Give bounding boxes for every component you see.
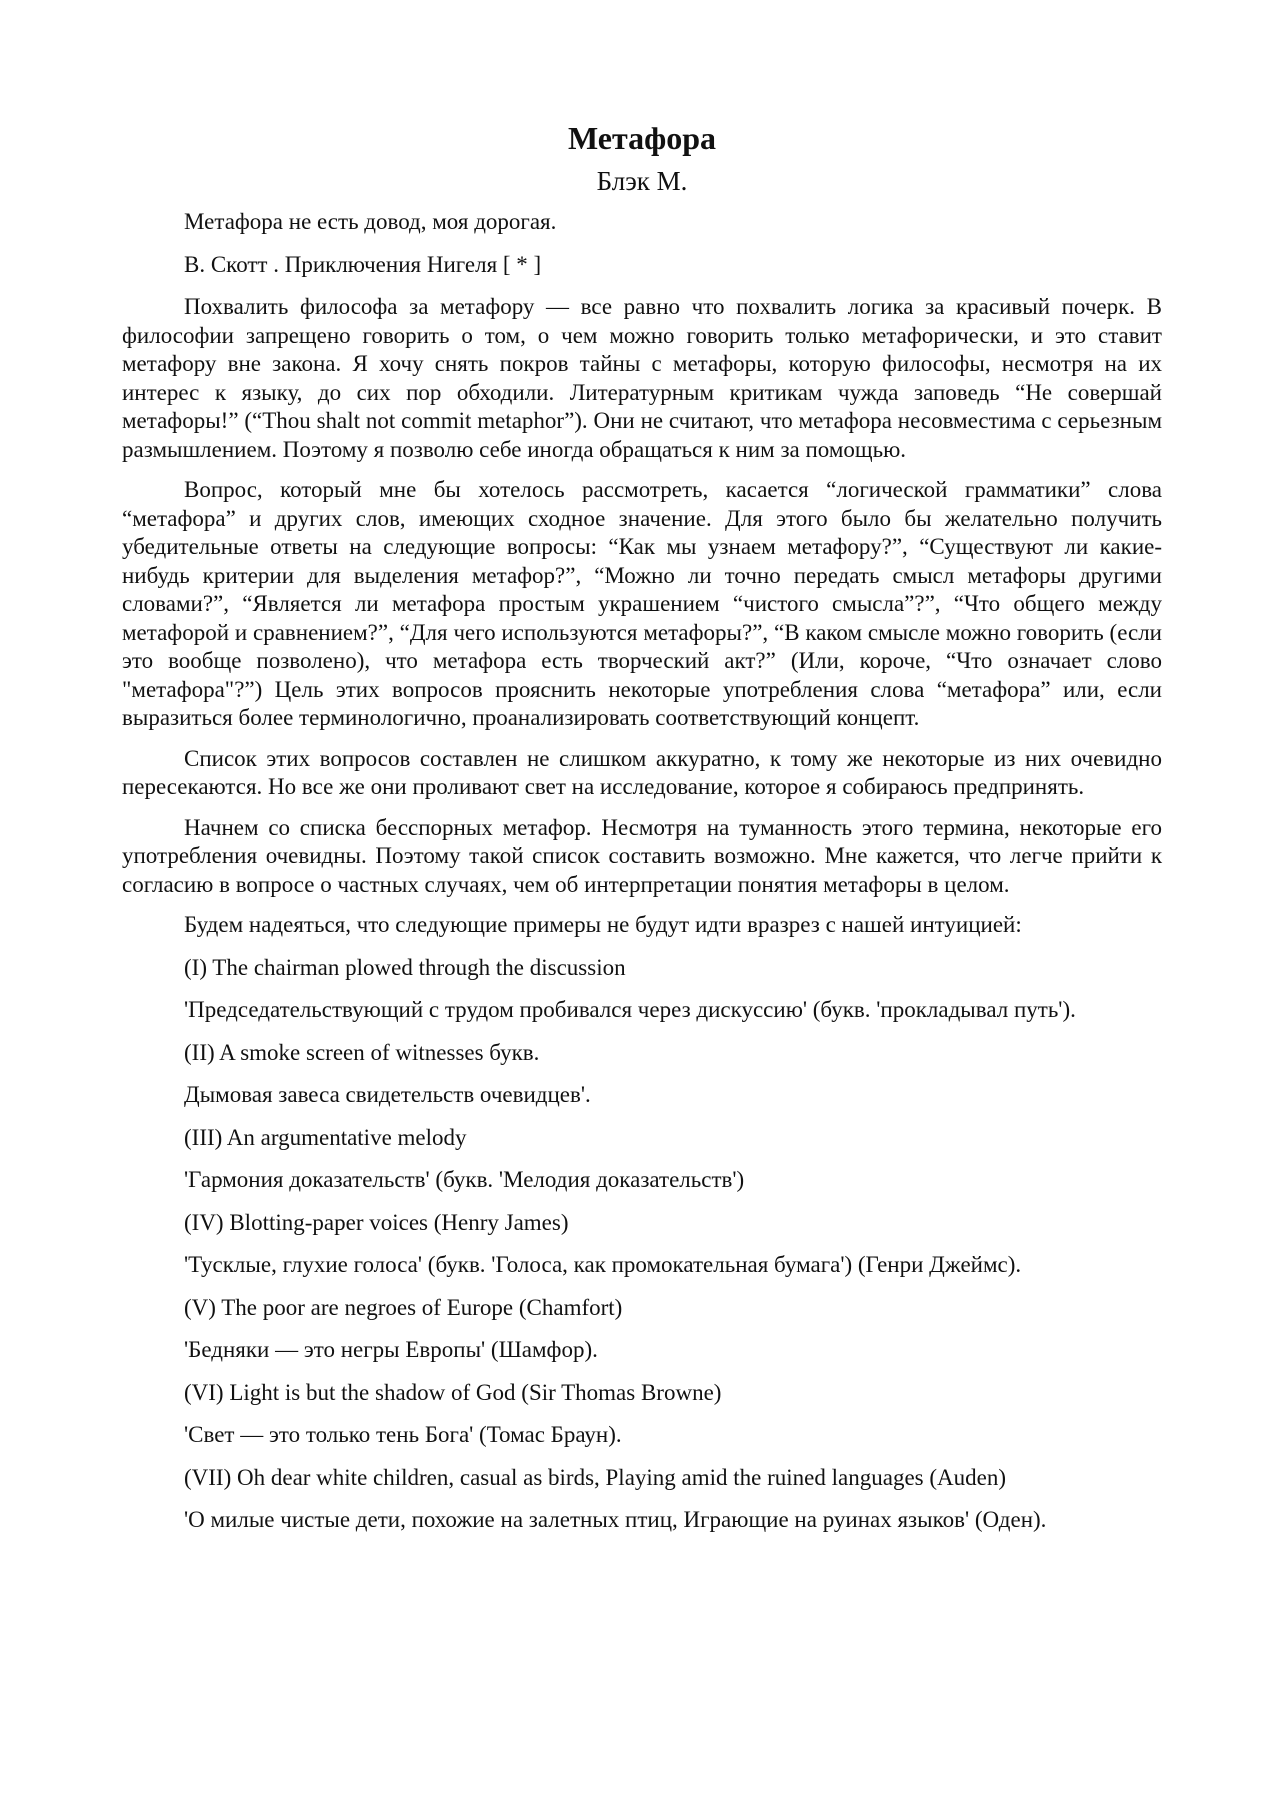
paragraph-4: Начнем со списка бесспорных метафор. Несмотря на туманность этого термина, некоторые его употребления очевидны. Поэтому такой список составить возможно. Мне кажется, что легче прийти к согласию в вопросе о частных случаях, чем об интерпретации понятия метафоры в целом.	[122, 814, 1162, 897]
document-author: Блэк М.	[596, 166, 688, 196]
example-line: 'Тусклые, глухие голоса' (букв. 'Голоса, как промокательная бумага') (Генри Джеймс).	[184, 1252, 1022, 1277]
example-line: (III) An argumentative melody	[184, 1124, 467, 1150]
example-line: (I) The chairman plowed through the discussion	[184, 954, 626, 980]
document-title: Метафора	[567, 120, 717, 156]
example-line: (V) The poor are negroes of Europe (Chamfort)	[184, 1294, 623, 1320]
example-line: (IV) Blotting-paper voices (Henry James)	[184, 1209, 569, 1235]
example-line: Дымовая завеса свидетельств очевидцев'.	[184, 1082, 591, 1107]
example-line: (VI) Light is but the shadow of God (Sir Thomas Browne)	[184, 1379, 722, 1405]
document-page	[122, 118, 1162, 1549]
example-line: 'О милые чистые дети, похожие на залетных птиц, Играющие на руинах языков' (Оден).	[184, 1507, 1047, 1532]
example-line: (VII) Oh dear white children, casual as birds, Playing amid the ruined languages (Auden)	[184, 1464, 1006, 1490]
example-line: 'Свет — это только тень Бога' (Томас Браун).	[184, 1422, 622, 1447]
example-line: (II) A smoke screen of witnesses букв.	[184, 1039, 540, 1065]
example-line: 'Гармония доказательств' (букв. 'Мелодия доказательств')	[184, 1167, 745, 1192]
epigraph: Метафора не есть довод, моя дорогая.	[184, 209, 557, 234]
paragraph-3: Список этих вопросов составлен не слишком аккуратно, к тому же некоторые из них очевидно пересекаются. Но все же они проливают свет на исследование, которое я собираюсь предпринять.	[122, 745, 1162, 799]
paragraph-1: Похвалить философа за метафору — все равно что похвалить логика за красивый почерк. В философии запрещено говорить о том, о чем можно говорить только метафорически, и это ставит метафору вне закона. Я хочу снять покров тайны с метафоры, которую философы, несмотря на их интерес к языку, до сих пор обходили. Литературным критикам чужда заповедь “Не совершай метафоры!” (“Thou shalt not commit metaphor”). Они не считают, что метафора несовместима с серьезным размышлением. Поэтому я позволю себе иногда обращаться к ним за помощью.	[122, 294, 1162, 462]
epigraph-source: В. Скотт . Приключения Нигеля [ * ]	[184, 251, 542, 277]
example-line: 'Бедняки — это негры Европы' (Шамфор).	[184, 1337, 598, 1362]
paragraph-2: Вопрос, который мне бы хотелось рассмотреть, касается “логической грамматики” слова “метафора” и других слов, имеющих сходное значение. Для этого было бы желательно получить убедительные ответы на следующие вопросы: “Как мы узнаем метафору?”, “Существуют ли какие-нибудь критерии для выделения метафор?”, “Можно ли точно передать смысл метафоры другими словами?”, “Является ли метафора простым украшением “чистого смысла”?”, “Что общего между метафорой и сравнением?”, “Для чего используются метафоры?”, “В каком смысле можно говорить (если это вообще позволено), что метафора есть творческий акт?” (Или, короче, “Что означает слово "метафора"?”) Цель этих вопросов прояснить некоторые употребления слова “метафора” или, если выразиться более терминологично, проанализировать соответствующий концепт.	[122, 477, 1162, 730]
example-line: 'Председательствующий с трудом пробивался через дискуссию' (букв. 'прокладывал путь').	[184, 997, 1076, 1022]
examples-intro: Будем надеяться, что следующие примеры не будут идти вразрез с нашей интуицией:	[184, 912, 1022, 937]
